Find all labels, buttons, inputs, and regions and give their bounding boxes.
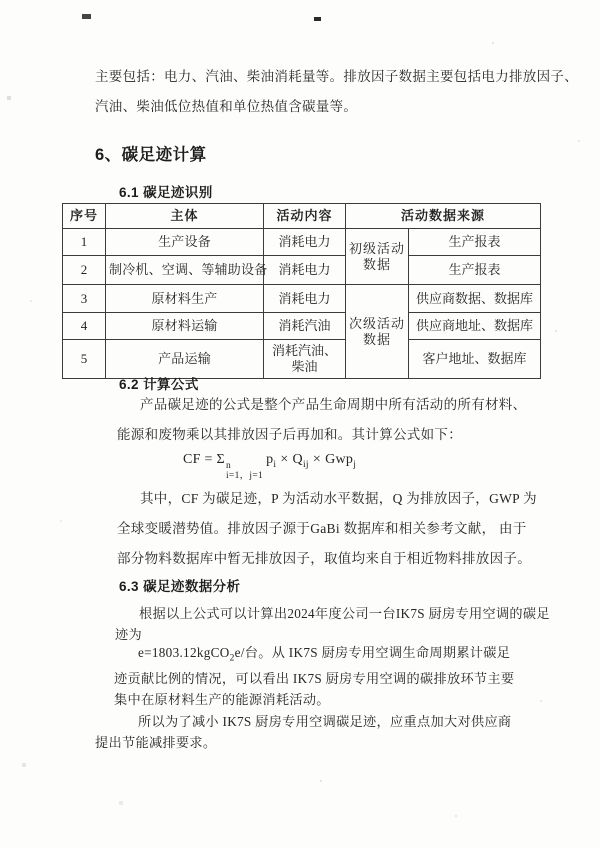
cell-source: 供应商数据、数据库 bbox=[409, 285, 541, 313]
table-row bbox=[63, 285, 541, 313]
sigma-upper-limit: n bbox=[225, 461, 232, 471]
scan-artifact bbox=[314, 17, 321, 21]
multiply-sign: × bbox=[312, 452, 322, 467]
section-6-1-heading: 6.1 碳足迹识别 bbox=[119, 185, 213, 200]
table-header-row bbox=[63, 204, 541, 229]
paragraph-line: 迹为 bbox=[115, 626, 142, 642]
sigma-lower-limit: i=1，j=1 bbox=[225, 471, 264, 482]
cell-source: 供应商地址、数据库 bbox=[409, 313, 541, 340]
section-6-3-heading: 6.3 碳足迹数据分析 bbox=[119, 579, 241, 594]
paragraph-line: 其中，CF 为碳足迹，P 为活动水平数据，Q 为排放因子，GWP 为 bbox=[140, 491, 537, 506]
cell-group-secondary: 次级活动数据 bbox=[346, 285, 409, 379]
cell-no: 5 bbox=[63, 340, 106, 379]
carbon-footprint-formula bbox=[183, 452, 356, 482]
term-p-subscript: i bbox=[273, 459, 277, 470]
cell-no: 1 bbox=[63, 229, 106, 256]
paragraph-line: 汽油、柴油低位热值和单位热值含碳量等。 bbox=[95, 99, 358, 114]
paragraph-line bbox=[114, 643, 511, 669]
term-p: $p_i$ bbox=[266, 452, 277, 470]
cell-subject: 生产设备 bbox=[106, 229, 264, 256]
result-value-suffix: e/台。从 IK7S 厨房专用空调生命周期累计碳足 bbox=[234, 645, 511, 660]
paragraph-line: 产品碳足迹的公式是整个产品生命周期中所有活动的所有材料、 bbox=[140, 397, 527, 412]
paragraph-line: 全球变暖潜势值。排放因子源于GaBi 数据库和相关参考文献， 由于 bbox=[117, 521, 527, 536]
term-gwp: Gwp$_j$ bbox=[325, 452, 357, 470]
header-cell-activity: 活动内容 bbox=[264, 204, 346, 229]
header-cell-subject: 主体 bbox=[106, 204, 264, 229]
multiply-sign: × bbox=[280, 452, 289, 467]
result-value-prefix: e=1803.12kgCO bbox=[138, 645, 230, 660]
header-cell-source: 活动数据来源 bbox=[346, 204, 541, 229]
cell-source: 客户地址、数据库 bbox=[409, 340, 541, 379]
term-q-subscript: ij bbox=[302, 459, 309, 470]
term-q: $Q_{ij}$ bbox=[292, 452, 309, 470]
cell-activity: 消耗电力 bbox=[264, 229, 346, 256]
table-row bbox=[63, 313, 541, 340]
cell-group-primary: 初级活动数据 bbox=[346, 229, 409, 285]
conclusion-paragraph bbox=[95, 712, 512, 753]
paragraph-line: 迹贡献比例的情况，可以看出 IK7S 厨房专用空调的碳排放环节主要 bbox=[114, 671, 515, 687]
cell-activity: 消耗电力 bbox=[264, 285, 346, 313]
section-6-heading: 6、碳足迹计算 bbox=[95, 146, 207, 164]
cell-activity: 消耗汽油 bbox=[264, 313, 346, 340]
co2-subscript: 2 bbox=[229, 653, 235, 664]
paragraph-line: 集中在原材料生产的能源消耗活动。 bbox=[114, 691, 330, 707]
paragraph-line: 部分物料数据库中暂无排放因子，取值均来自于相近物料排放因子。 bbox=[117, 551, 531, 566]
intro-paragraph bbox=[95, 62, 578, 122]
cell-no: 4 bbox=[63, 313, 106, 340]
cell-subject: 原材料生产 bbox=[106, 285, 264, 313]
table-row bbox=[63, 256, 541, 285]
cell-subject: 制冷机、空调、等辅助设备 bbox=[106, 256, 264, 285]
scan-artifact bbox=[82, 14, 91, 19]
sigma-limits bbox=[226, 461, 263, 482]
paragraph-line: 根据以上公式可以计算出2024年度公司一台IK7S 厨房专用空调的碳足 bbox=[139, 606, 550, 621]
carbon-footprint-identification-table-wrap bbox=[62, 203, 541, 379]
cell-subject: 产品运输 bbox=[106, 340, 264, 379]
section-6-2-heading: 6.2 计算公式 bbox=[119, 377, 199, 392]
cell-source: 生产报表 bbox=[409, 229, 541, 256]
formula-intro-paragraph bbox=[117, 390, 527, 450]
carbon-footprint-identification-table bbox=[62, 203, 541, 379]
analysis-paragraph-1 bbox=[115, 604, 550, 645]
paragraph-line: 能源和废物乘以其排放因子后再加和。其计算公式如下： bbox=[117, 427, 462, 442]
cell-no: 2 bbox=[63, 256, 106, 285]
analysis-paragraph-2 bbox=[114, 643, 515, 710]
table-row bbox=[63, 229, 541, 256]
paragraph-line: 主要包括：电力、汽油、柴油消耗量等。排放因子数据主要包括电力排放因子、 bbox=[95, 69, 578, 84]
cell-activity: 消耗电力 bbox=[264, 256, 346, 285]
cell-no: 3 bbox=[63, 285, 106, 313]
cell-subject: 原材料运输 bbox=[106, 313, 264, 340]
scan-noise bbox=[0, 0, 2, 2]
cell-source: 生产报表 bbox=[409, 256, 541, 285]
formula-explanation-paragraph bbox=[117, 484, 537, 574]
cell-activity: 消耗汽油、柴油 bbox=[264, 340, 346, 379]
term-gwp-subscript: j bbox=[353, 459, 357, 470]
paragraph-line: 提出节能减排要求。 bbox=[95, 734, 217, 750]
paragraph-line: 所以为了减小 IK7S 厨房专用空调碳足迹，应重点加大对供应商 bbox=[138, 714, 512, 729]
header-cell-no: 序号 bbox=[63, 204, 106, 229]
formula-lhs: CF = Σ bbox=[183, 452, 225, 467]
